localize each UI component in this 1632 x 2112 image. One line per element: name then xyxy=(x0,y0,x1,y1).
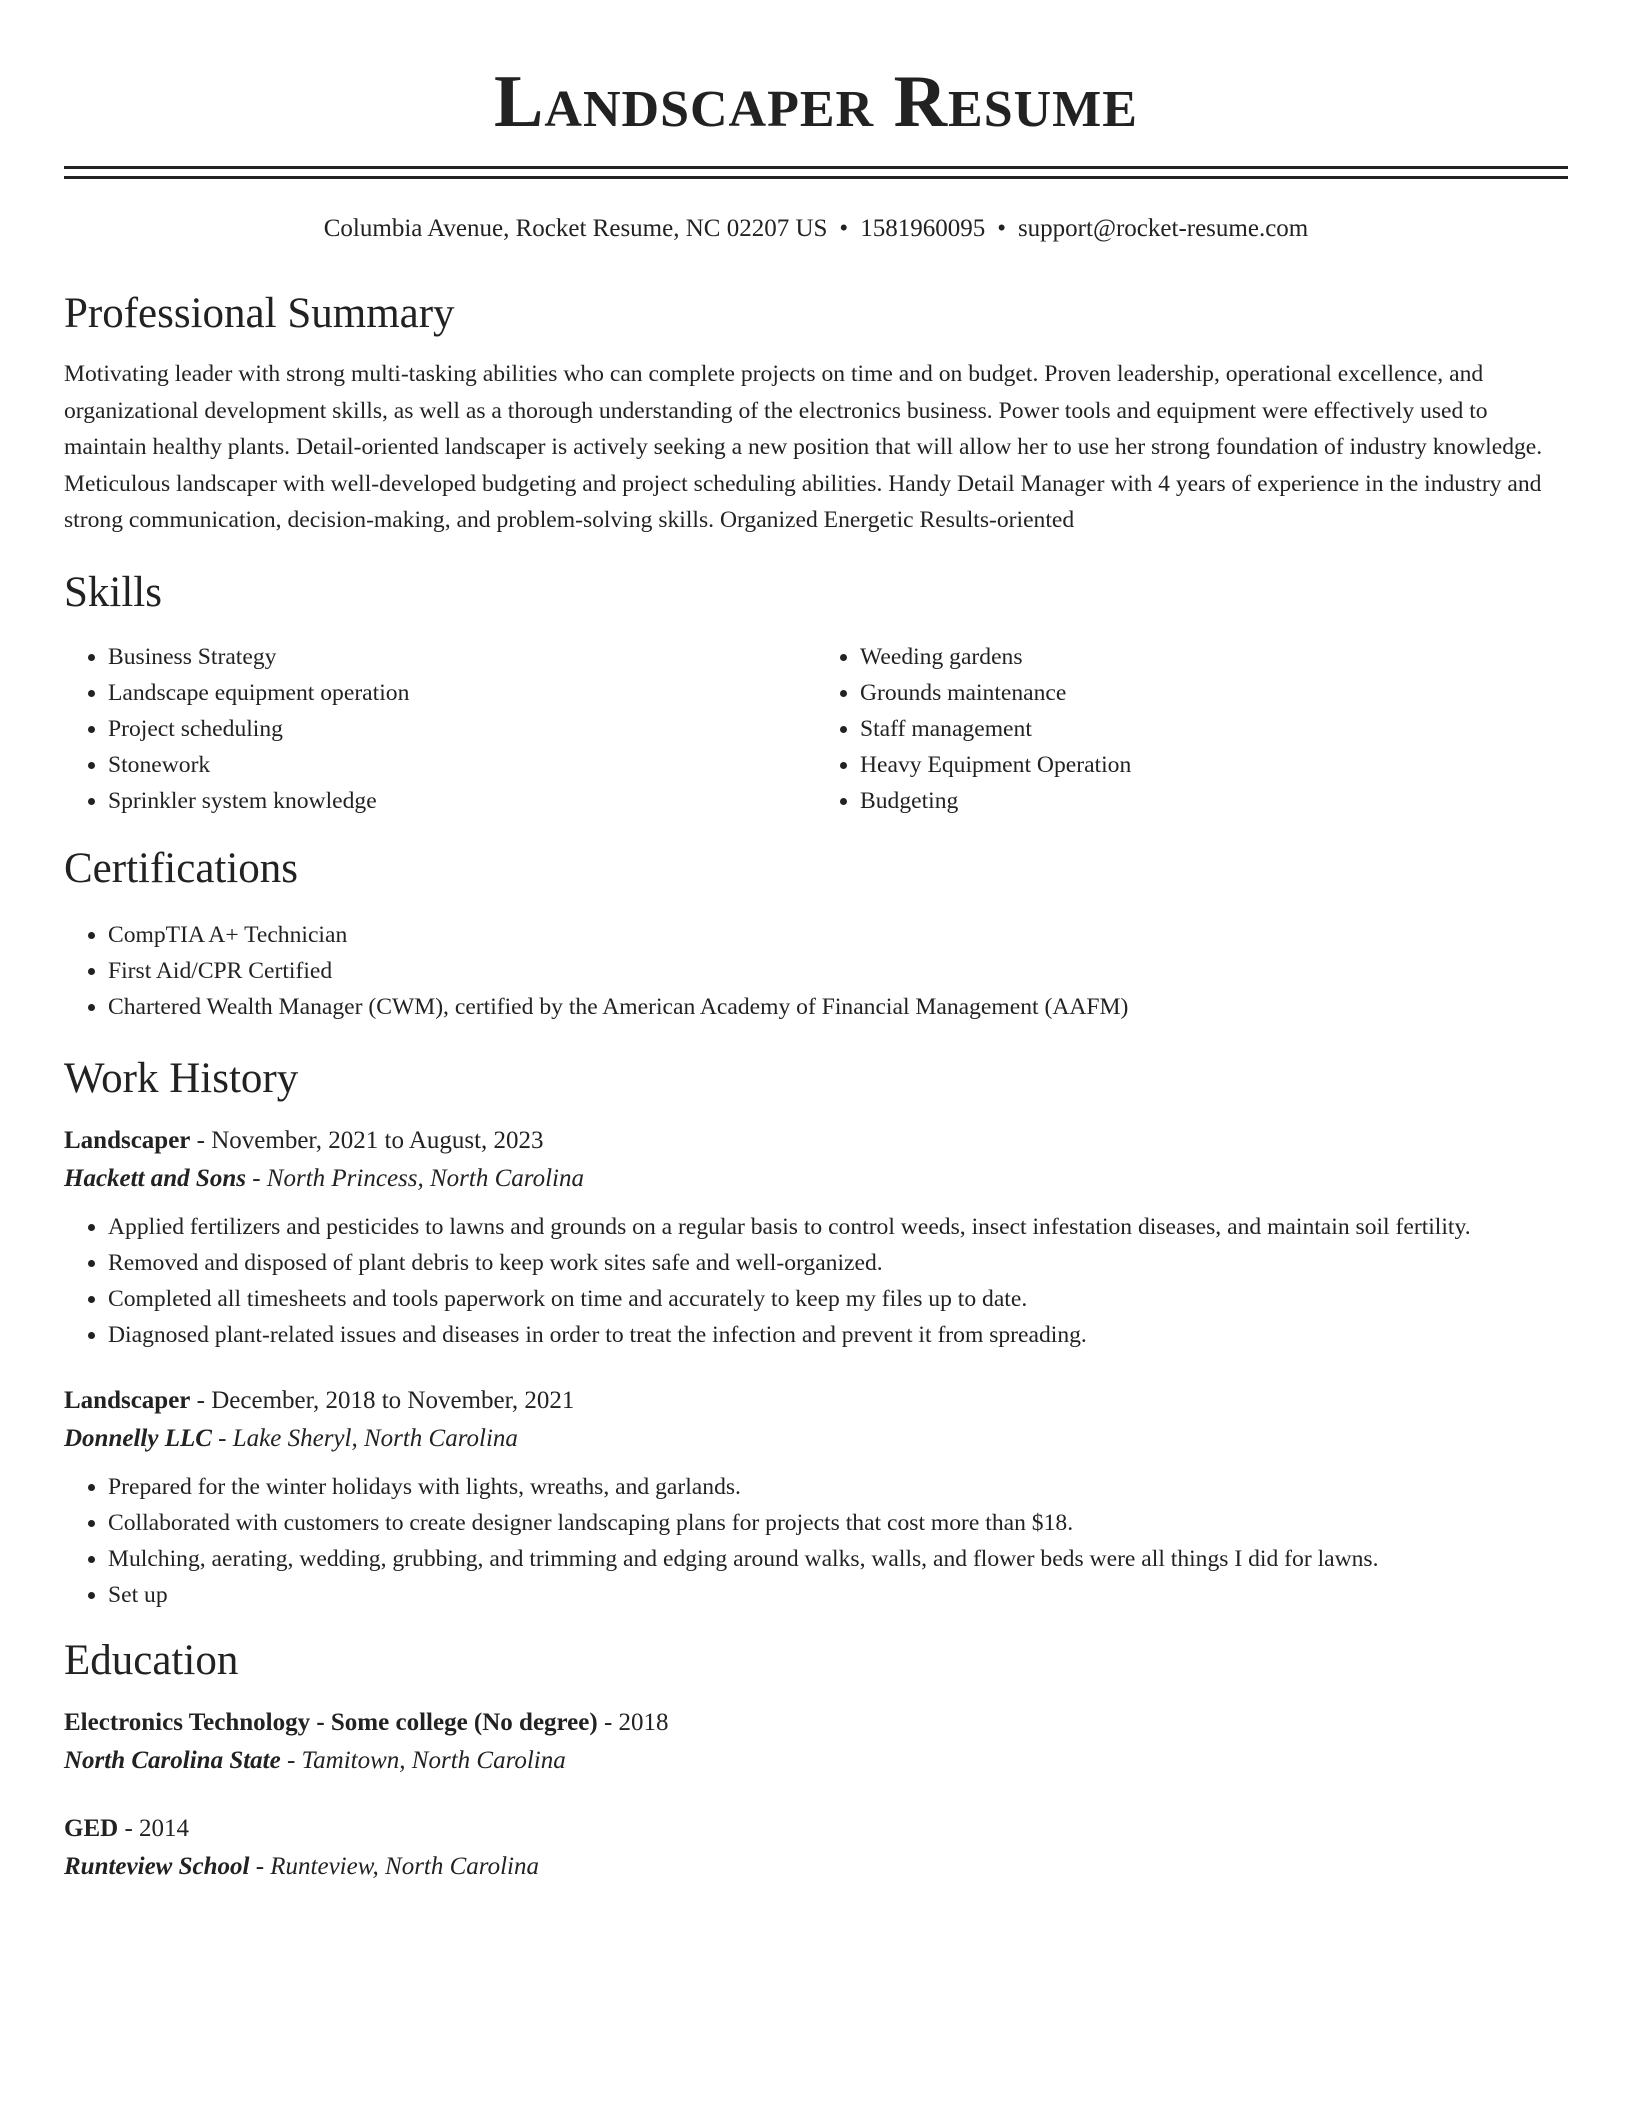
job-title: Landscaper xyxy=(64,1386,191,1414)
job-bullet: • Diagnosed plant-related issues and diseases in order to treat the infection and prevent it from spreading. xyxy=(108,1317,1568,1353)
job-company: Donnelly LLC xyxy=(64,1424,212,1452)
job-entry xyxy=(64,1123,1568,1353)
certification-item: • CompTIA A+ Technician xyxy=(108,917,1568,953)
job-dates: - December, 2018 to November, 2021 xyxy=(190,1386,575,1414)
job-title-line xyxy=(64,1123,1568,1159)
skill-item: • Weeding gardens xyxy=(860,639,1568,675)
job-bullet: • Applied fertilizers and pesticides to lawns and grounds on a regular basis to control weeds, insect infestation diseases, and maintain soil fertility. xyxy=(108,1209,1568,1245)
skill-item: • Grounds maintenance xyxy=(860,675,1568,711)
job-entry xyxy=(64,1383,1568,1613)
contact-separator: • xyxy=(997,215,1006,242)
education-degree-line xyxy=(64,1705,1568,1741)
job-location: - North Princess, North Carolina xyxy=(245,1164,584,1192)
job-company: Hackett and Sons xyxy=(64,1164,246,1192)
contact-email: support@rocket-resume.com xyxy=(1017,215,1309,242)
job-title-line xyxy=(64,1383,1568,1419)
education-heading: Education xyxy=(64,1636,239,1684)
contact-address: Columbia Avenue, Rocket Resume, NC 02207 US xyxy=(323,215,828,242)
skill-item: • Sprinkler system knowledge xyxy=(108,783,816,819)
education-degree: Electronics Technology - Some college (No degree) xyxy=(64,1708,598,1736)
job-bullet: • Mulching, aerating, wedding, grubbing, and trimming and edging around walks, walls, and flower beds were all things I did for lawns. xyxy=(108,1541,1568,1577)
job-bullet: • Removed and disposed of plant debris to keep work sites safe and well-organized. xyxy=(108,1245,1568,1281)
job-dates: - November, 2021 to August, 2023 xyxy=(190,1126,544,1154)
job-location: - Lake Sheryl, North Carolina xyxy=(211,1424,518,1452)
job-bullets xyxy=(64,1209,1568,1353)
certifications-heading: Certifications xyxy=(64,844,299,892)
header-rule-bottom xyxy=(64,176,1568,179)
summary-heading: Professional Summary xyxy=(64,290,455,337)
education-degree: GED xyxy=(64,1814,119,1842)
certifications-list xyxy=(64,917,1568,1025)
contact-phone: 1581960095 xyxy=(860,215,986,242)
skills-heading: Skills xyxy=(64,568,162,616)
skill-item: • Staff management xyxy=(860,711,1568,747)
job-bullet: • Completed all timesheets and tools paperwork on time and accurately to keep my files up to date. xyxy=(108,1281,1568,1317)
contact-separator: • xyxy=(839,215,849,242)
contact-line xyxy=(64,212,1568,246)
job-bullet: • Prepared for the winter holidays with lights, wreaths, and garlands. xyxy=(108,1469,1568,1505)
certification-item: • Chartered Wealth Manager (CWM), certified by the American Academy of Financial Management (AAFM) xyxy=(108,989,1568,1025)
job-org-line xyxy=(64,1419,1568,1459)
skill-item: • Business Strategy xyxy=(108,639,816,675)
education-school-line xyxy=(64,1847,1568,1887)
education-location: - Runteview, North Carolina xyxy=(249,1852,540,1880)
skill-item: • Landscape equipment operation xyxy=(108,675,816,711)
certification-item: • First Aid/CPR Certified xyxy=(108,953,1568,989)
education-location: - Tamitown, North Carolina xyxy=(280,1746,566,1774)
job-bullet: • Collaborated with customers to create designer landscaping plans for projects that cost more than $18. xyxy=(108,1505,1568,1541)
education-school: Runteview School xyxy=(64,1852,250,1880)
job-bullet: • Set up xyxy=(108,1577,1568,1613)
skill-item: • Budgeting xyxy=(860,783,1568,819)
work-history-heading: Work History xyxy=(64,1054,299,1102)
job-bullets xyxy=(64,1469,1568,1613)
education-year: - 2018 xyxy=(597,1708,669,1736)
education-school: North Carolina State xyxy=(64,1746,281,1774)
skill-item: • Stonework xyxy=(108,747,816,783)
skills-list-right xyxy=(816,639,1568,819)
job-title: Landscaper xyxy=(64,1126,191,1154)
summary-text: Motivating leader with strong multi-tasking abilities who can complete projects on time and on budget. Proven leadership, operational excellence, and organizational development skills, as well as a thorough understanding of the electronics business. Power tools and equipment were effectively used to maintain healthy plants. Detail-oriented landscaper is actively seeking a new position that will allow her to use her strong foundation of industry knowledge. Meticulous landscaper with well-developed budgeting and project scheduling abilities. Handy Detail Manager with 4 years of experience in the industry and strong communication, decision-making, and problem-solving skills. Organized Energetic Results-oriented xyxy=(64,361,1543,533)
education-year: - 2014 xyxy=(118,1814,190,1842)
skills-columns xyxy=(64,639,1568,819)
education-entry xyxy=(64,1811,1568,1887)
education-degree-line xyxy=(64,1811,1568,1847)
education-school-line xyxy=(64,1741,1568,1781)
skill-item: • Heavy Equipment Operation xyxy=(860,747,1568,783)
header-rule-top xyxy=(64,166,1568,169)
skills-list-left xyxy=(64,639,816,819)
resume-title: Landscaper Resume xyxy=(494,61,1138,143)
job-org-line xyxy=(64,1159,1568,1199)
education-entry xyxy=(64,1705,1568,1781)
skill-item: • Project scheduling xyxy=(108,711,816,747)
